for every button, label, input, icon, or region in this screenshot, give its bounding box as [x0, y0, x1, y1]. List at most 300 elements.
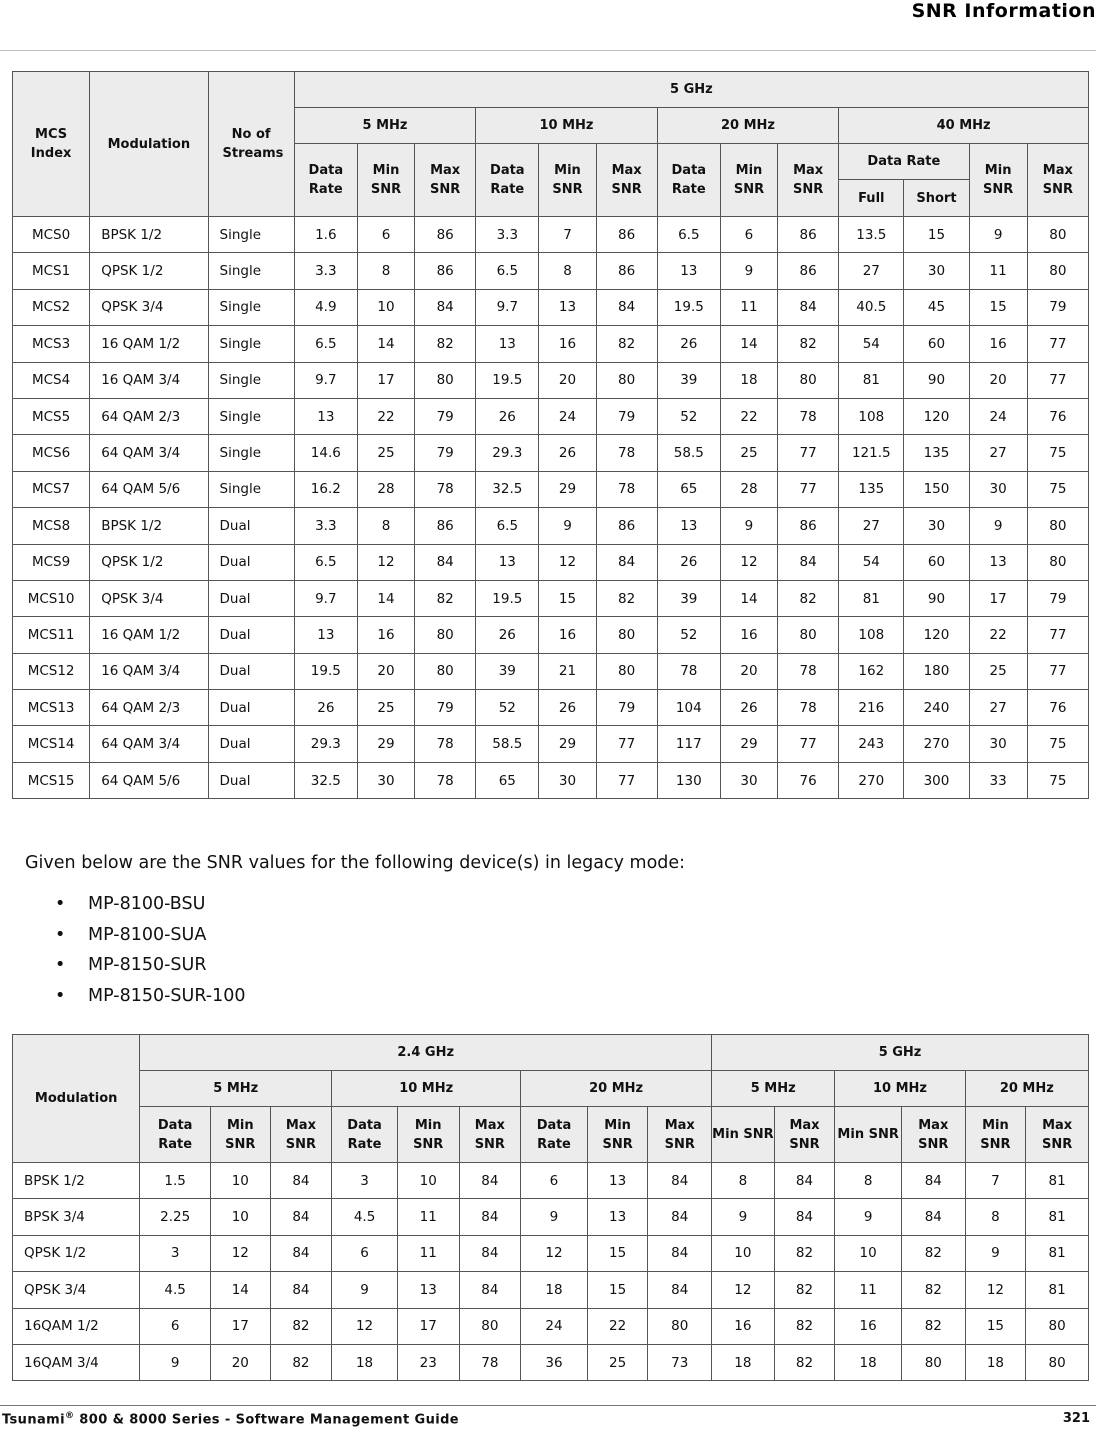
table-cell: BPSK 1/2	[13, 1163, 140, 1199]
table-cell: MCS12	[13, 653, 90, 689]
header-divider	[0, 50, 1096, 51]
table-cell: 18	[835, 1344, 902, 1380]
table-cell: 90	[904, 362, 969, 398]
table-cell: 82	[596, 580, 657, 616]
table-cell: 8	[357, 253, 414, 289]
col-header-max-snr: Max SNR	[648, 1107, 712, 1163]
col-header-max-snr: Max SNR	[774, 1107, 835, 1163]
table-cell: 28	[720, 471, 777, 507]
table-cell: Single	[208, 398, 294, 434]
table-cell: 13	[657, 253, 720, 289]
table-cell: 26	[476, 617, 539, 653]
table-cell: 2.25	[140, 1199, 211, 1235]
table-cell: 13	[657, 508, 720, 544]
table-cell: 84	[270, 1272, 332, 1308]
table-cell: 108	[839, 617, 904, 653]
table-cell: 78	[657, 653, 720, 689]
table-cell: 82	[774, 1235, 835, 1271]
table-cell: 9	[539, 508, 596, 544]
col-header-min-snr: Min SNR	[835, 1107, 902, 1163]
table-cell: 22	[587, 1308, 648, 1344]
table-cell: 29	[357, 726, 414, 762]
table-cell: 24	[969, 398, 1027, 434]
table-cell: 10	[397, 1163, 459, 1199]
table-cell: 22	[357, 398, 414, 434]
table-cell: 18	[332, 1344, 398, 1380]
table-cell: 150	[904, 471, 969, 507]
table-cell: 10	[211, 1163, 271, 1199]
table-cell: 19.5	[476, 362, 539, 398]
table-row	[13, 1344, 1089, 1380]
table-cell: 18	[712, 1344, 775, 1380]
table-cell: 76	[1027, 398, 1088, 434]
table-cell: 64 QAM 3/4	[90, 726, 208, 762]
table-cell: 81	[1026, 1272, 1089, 1308]
table-cell: 30	[904, 253, 969, 289]
table-cell: 16	[835, 1308, 902, 1344]
col-header-short: Short	[904, 180, 969, 217]
table-cell: 40.5	[839, 289, 904, 325]
table-cell: 10	[835, 1235, 902, 1271]
table-cell: 16 QAM 3/4	[90, 653, 208, 689]
table-cell: 81	[1026, 1199, 1089, 1235]
table-cell: MCS10	[13, 580, 90, 616]
table-cell: 3.3	[294, 508, 357, 544]
table-cell: 13	[397, 1272, 459, 1308]
table-cell: 1.6	[294, 217, 357, 253]
table-cell: 82	[901, 1272, 965, 1308]
table-cell: 9	[720, 508, 777, 544]
table-cell: 25	[357, 690, 414, 726]
table-cell: 9	[720, 253, 777, 289]
table-cell: 270	[904, 726, 969, 762]
table-cell: 86	[596, 508, 657, 544]
page-number: 321	[1062, 1411, 1090, 1426]
table-cell: 180	[904, 653, 969, 689]
table-cell: 30	[357, 762, 414, 798]
table-cell: 26	[657, 326, 720, 362]
table-cell: 12	[539, 544, 596, 580]
table-cell: Single	[208, 289, 294, 325]
table-cell: 52	[657, 617, 720, 653]
bw-header-10mhz: 10 MHz	[332, 1071, 521, 1107]
table-cell: 16QAM 1/2	[13, 1308, 140, 1344]
col-header-min-snr: Min SNR	[211, 1107, 271, 1163]
table-cell: 30	[904, 508, 969, 544]
table-cell: 80	[1026, 1344, 1089, 1380]
table-cell: 270	[839, 762, 904, 798]
table-cell: 4.5	[332, 1199, 398, 1235]
table-cell: MCS1	[13, 253, 90, 289]
table-cell: 64 QAM 5/6	[90, 762, 208, 798]
table-cell: 84	[901, 1199, 965, 1235]
table-cell: QPSK 3/4	[90, 580, 208, 616]
table-cell: MCS8	[13, 508, 90, 544]
table-cell: Dual	[208, 580, 294, 616]
table-cell: 13	[587, 1199, 648, 1235]
table-cell: 79	[1027, 580, 1088, 616]
table-cell: 104	[657, 690, 720, 726]
table-cell: 6	[720, 217, 777, 253]
table-cell: 9	[140, 1344, 211, 1380]
table-cell: 78	[778, 398, 839, 434]
table-cell: 216	[839, 690, 904, 726]
table-cell: Single	[208, 253, 294, 289]
table-cell: 84	[778, 544, 839, 580]
table-cell: 80	[778, 617, 839, 653]
table-row	[13, 1163, 1089, 1199]
table-cell: 25	[969, 653, 1027, 689]
table-cell: 78	[596, 471, 657, 507]
table-cell: 82	[415, 326, 476, 362]
table-cell: Dual	[208, 617, 294, 653]
bullet: •	[55, 924, 66, 945]
table-cell: 130	[657, 762, 720, 798]
table-cell: 16.2	[294, 471, 357, 507]
table-cell: 13	[969, 544, 1027, 580]
table-cell: 30	[969, 471, 1027, 507]
bw-header-20mhz: 20 MHz	[521, 1071, 712, 1107]
band-header-5ghz: 5 GHz	[294, 72, 1088, 108]
table-cell: 77	[1027, 653, 1088, 689]
col-header-max-snr: Max SNR	[1026, 1107, 1089, 1163]
table-cell: 121.5	[839, 435, 904, 471]
table-cell: 39	[476, 653, 539, 689]
table-cell: 32.5	[294, 762, 357, 798]
table-cell: 6	[140, 1308, 211, 1344]
bullet: •	[55, 894, 66, 914]
table-cell: 18	[965, 1344, 1026, 1380]
table-cell: 24	[521, 1308, 588, 1344]
table-cell: 86	[415, 217, 476, 253]
table-row	[13, 1199, 1089, 1235]
bw-header-40mhz: 40 MHz	[839, 108, 1089, 144]
table-cell: 77	[778, 435, 839, 471]
table-cell: BPSK 1/2	[90, 217, 208, 253]
table-cell: 76	[1027, 690, 1088, 726]
table-cell: 26	[539, 435, 596, 471]
table-cell: 80	[596, 617, 657, 653]
table-cell: 84	[459, 1272, 521, 1308]
table-cell: 78	[415, 762, 476, 798]
col-header-max-snr: Max SNR	[270, 1107, 332, 1163]
bw-header-5mhz: 5 MHz	[294, 108, 475, 144]
table-cell: 6.5	[657, 217, 720, 253]
table-cell: 77	[1027, 617, 1088, 653]
table-cell: 15	[965, 1308, 1026, 1344]
table-cell: 80	[1027, 217, 1088, 253]
col-header-min-snr: Min SNR	[539, 144, 596, 217]
table-cell: 30	[720, 762, 777, 798]
table-cell: 108	[839, 398, 904, 434]
table-cell: 79	[415, 690, 476, 726]
legacy-intro-text: Given below are the SNR values for the following device(s) in legacy mode:	[25, 853, 686, 873]
table-cell: 14	[211, 1272, 271, 1308]
table-row	[13, 253, 1089, 289]
table-cell: 82	[774, 1308, 835, 1344]
table-cell: 81	[1026, 1163, 1089, 1199]
table-cell: 22	[969, 617, 1027, 653]
table-cell: 78	[596, 435, 657, 471]
table-cell: 82	[270, 1308, 332, 1344]
bw-header-10mhz: 10 MHz	[835, 1071, 965, 1107]
table-cell: 6.5	[294, 326, 357, 362]
table-cell: 84	[459, 1235, 521, 1271]
table-cell: 80	[1027, 544, 1088, 580]
table-cell: 84	[415, 544, 476, 580]
table-cell: MCS5	[13, 398, 90, 434]
table-cell: 11	[835, 1272, 902, 1308]
table-cell: Single	[208, 326, 294, 362]
table-cell: 6	[357, 217, 414, 253]
table-cell: 9	[835, 1199, 902, 1235]
table-cell: Dual	[208, 508, 294, 544]
table-cell: 27	[969, 435, 1027, 471]
table-cell: 18	[521, 1272, 588, 1308]
table-cell: 8	[712, 1163, 775, 1199]
table-cell: 135	[904, 435, 969, 471]
table-cell: 13	[294, 398, 357, 434]
table-cell: 10	[357, 289, 414, 325]
table-cell: Single	[208, 362, 294, 398]
table-cell: 26	[657, 544, 720, 580]
table-cell: 81	[1026, 1235, 1089, 1271]
table-cell: 80	[459, 1308, 521, 1344]
table-cell: 20	[211, 1344, 271, 1380]
col-header-max-snr: Max SNR	[596, 144, 657, 217]
table-cell: 27	[839, 508, 904, 544]
table-cell: 9.7	[294, 580, 357, 616]
table-cell: 12	[720, 544, 777, 580]
table-cell: 3.3	[294, 253, 357, 289]
table-row	[13, 1308, 1089, 1344]
table-cell: Dual	[208, 726, 294, 762]
table-cell: 6.5	[294, 544, 357, 580]
table-cell: 82	[778, 580, 839, 616]
table-cell: 86	[596, 217, 657, 253]
table-cell: 4.5	[140, 1272, 211, 1308]
table-cell: 82	[774, 1272, 835, 1308]
table-cell: 82	[270, 1344, 332, 1380]
table-cell: 24	[539, 398, 596, 434]
table-cell: QPSK 1/2	[13, 1235, 140, 1271]
table-cell: 54	[839, 544, 904, 580]
table-cell: 75	[1027, 471, 1088, 507]
table-cell: 9.7	[294, 362, 357, 398]
bw-header-5mhz: 5 MHz	[140, 1071, 332, 1107]
table-cell: 15	[904, 217, 969, 253]
table-cell: 21	[539, 653, 596, 689]
col-header-min-snr: Min SNR	[587, 1107, 648, 1163]
table-cell: 84	[596, 544, 657, 580]
col-header-max-snr: Max SNR	[901, 1107, 965, 1163]
col-header-data-rate: Data Rate	[294, 144, 357, 217]
table-cell: 25	[587, 1344, 648, 1380]
table-cell: 10	[211, 1199, 271, 1235]
table-cell: 11	[720, 289, 777, 325]
table-cell: 15	[539, 580, 596, 616]
table-cell: 58.5	[657, 435, 720, 471]
table-cell: 64 QAM 5/6	[90, 471, 208, 507]
table-cell: 82	[901, 1235, 965, 1271]
table-cell: 14	[357, 326, 414, 362]
table-cell: 16 QAM 1/2	[90, 617, 208, 653]
device-name: MP-8150-SUR-100	[88, 985, 246, 1006]
table-cell: Dual	[208, 690, 294, 726]
table-cell: 80	[901, 1344, 965, 1380]
table-cell: 81	[839, 362, 904, 398]
table-cell: 14	[720, 326, 777, 362]
table-row	[13, 653, 1089, 689]
table-cell: 86	[415, 253, 476, 289]
page-header-title: SNR Information	[911, 0, 1096, 22]
table-cell: 77	[1027, 326, 1088, 362]
table-cell: 45	[904, 289, 969, 325]
table-cell: 20	[357, 653, 414, 689]
footer-document-title: Tsunami® 800 & 8000 Series - Software Management Guide	[2, 1411, 460, 1428]
table-cell: 1.5	[140, 1163, 211, 1199]
table-cell: 80	[648, 1308, 712, 1344]
legacy-snr-table	[12, 1034, 1089, 1381]
col-header-min-snr: Min SNR	[397, 1107, 459, 1163]
table-cell: 77	[778, 726, 839, 762]
table-cell: 84	[901, 1163, 965, 1199]
table-cell: 14	[720, 580, 777, 616]
table-cell: 77	[596, 762, 657, 798]
table-cell: QPSK 1/2	[90, 253, 208, 289]
table-cell: 29	[539, 726, 596, 762]
table-cell: QPSK 3/4	[90, 289, 208, 325]
table-row	[13, 544, 1089, 580]
table-cell: 20	[539, 362, 596, 398]
table-cell: 80	[415, 362, 476, 398]
table-cell: 60	[904, 326, 969, 362]
table-cell: 84	[270, 1235, 332, 1271]
table-cell: 30	[969, 726, 1027, 762]
table-cell: 17	[969, 580, 1027, 616]
col-header-min-snr: Min SNR	[712, 1107, 775, 1163]
table-cell: 8	[835, 1163, 902, 1199]
table-cell: 13	[539, 289, 596, 325]
table-cell: 15	[969, 289, 1027, 325]
col-header-min-snr: Min SNR	[969, 144, 1027, 217]
table-cell: 3	[332, 1163, 398, 1199]
table-cell: 77	[596, 726, 657, 762]
table-cell: Single	[208, 217, 294, 253]
table-cell: 78	[778, 653, 839, 689]
table-cell: 54	[839, 326, 904, 362]
table-cell: 26	[539, 690, 596, 726]
table-row	[13, 471, 1089, 507]
table-cell: 9	[969, 217, 1027, 253]
table-cell: 84	[774, 1163, 835, 1199]
table-cell: 84	[270, 1199, 332, 1235]
col-header-min-snr: Min SNR	[965, 1107, 1026, 1163]
table-cell: 86	[415, 508, 476, 544]
table-cell: 84	[778, 289, 839, 325]
table-cell: 6	[521, 1163, 588, 1199]
table-row	[13, 362, 1089, 398]
col-header-full: Full	[839, 180, 904, 217]
table-cell: 78	[459, 1344, 521, 1380]
table-cell: 29.3	[476, 435, 539, 471]
table-cell: 29.3	[294, 726, 357, 762]
table-cell: 120	[904, 398, 969, 434]
table-cell: 75	[1027, 762, 1088, 798]
table-cell: 39	[657, 362, 720, 398]
table-cell: 12	[965, 1272, 1026, 1308]
table-cell: 16	[969, 326, 1027, 362]
table-row	[13, 1235, 1089, 1271]
table-row	[13, 762, 1089, 798]
table-cell: 9	[332, 1272, 398, 1308]
table-cell: 84	[415, 289, 476, 325]
table-cell: 13	[476, 544, 539, 580]
table-cell: 80	[415, 653, 476, 689]
table-row	[13, 726, 1089, 762]
table-cell: 162	[839, 653, 904, 689]
table-row	[13, 435, 1089, 471]
table-cell: 8	[357, 508, 414, 544]
table-cell: 39	[657, 580, 720, 616]
table-cell: MCS13	[13, 690, 90, 726]
table-cell: 10	[712, 1235, 775, 1271]
table-cell: 300	[904, 762, 969, 798]
table-cell: 7	[539, 217, 596, 253]
table-cell: 243	[839, 726, 904, 762]
table-cell: 3.3	[476, 217, 539, 253]
col-header-min-snr: Min SNR	[720, 144, 777, 217]
table-cell: MCS6	[13, 435, 90, 471]
table-cell: 28	[357, 471, 414, 507]
table-cell: 6	[332, 1235, 398, 1271]
table-row	[13, 289, 1089, 325]
table-cell: 19.5	[294, 653, 357, 689]
table-cell: 16 QAM 1/2	[90, 326, 208, 362]
table-cell: 29	[720, 726, 777, 762]
table-cell: 30	[539, 762, 596, 798]
table-cell: 73	[648, 1344, 712, 1380]
table-cell: 19.5	[657, 289, 720, 325]
col-header-modulation: Modulation	[13, 1035, 140, 1163]
table-cell: 75	[1027, 726, 1088, 762]
bullet: •	[55, 985, 66, 1006]
table-cell: 32.5	[476, 471, 539, 507]
table-cell: 76	[778, 762, 839, 798]
device-name: MP-8100-BSU	[88, 894, 206, 914]
table-cell: 80	[778, 362, 839, 398]
table-cell: 23	[397, 1344, 459, 1380]
table-row	[13, 580, 1089, 616]
table-cell: 65	[657, 471, 720, 507]
col-header-data-rate: Data Rate	[140, 1107, 211, 1163]
table-cell: 86	[778, 508, 839, 544]
col-header-max-snr: Max SNR	[415, 144, 476, 217]
table-cell: 78	[415, 471, 476, 507]
table-cell: 84	[459, 1163, 521, 1199]
table-cell: 11	[397, 1199, 459, 1235]
table-cell: 29	[539, 471, 596, 507]
table-cell: 120	[904, 617, 969, 653]
table-cell: 84	[459, 1199, 521, 1235]
mcs-snr-table	[12, 71, 1089, 799]
table-cell: 19.5	[476, 580, 539, 616]
col-header-data-rate: Data Rate	[657, 144, 720, 217]
table-cell: QPSK 1/2	[90, 544, 208, 580]
table-cell: 6.5	[476, 508, 539, 544]
table-cell: 77	[1027, 362, 1088, 398]
table-cell: 27	[969, 690, 1027, 726]
